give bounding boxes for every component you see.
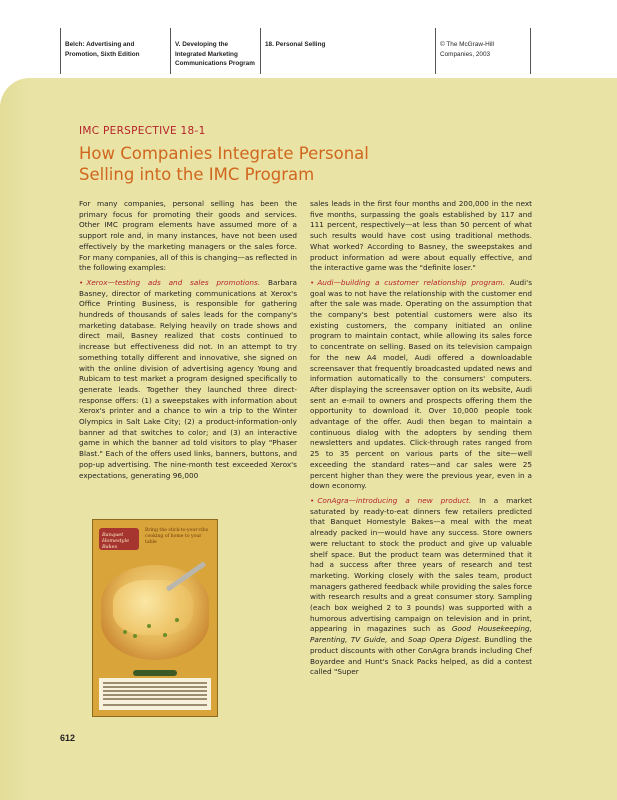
banquet-ad-image	[92, 519, 218, 717]
body-column-right	[310, 199, 532, 682]
ad-headline: Bring the stick-to-your-ribs cooking of home to your table	[145, 528, 209, 545]
header-part: V. Developing the Integrated Marketing Communications Program	[170, 28, 260, 74]
product-logo-bar	[133, 670, 177, 676]
running-header	[60, 28, 531, 74]
xerox-lead: Xerox—testing ads and sales promotions.	[86, 277, 261, 287]
magazine-titles-1: Good Housekeeping, Parenting, TV Guide,	[310, 624, 533, 645]
conagra-paragraph	[310, 496, 532, 678]
header-book: Belch: Advertising and Promotion, Sixth Edition	[60, 28, 170, 74]
intro-paragraph: For many companies, personal selling has been the primary focus for promoting their goods and services. Other IMC program elements have assumed more of a support role and, in many instances, have not been used effectively by the marketing managers or the sales force. For many companies, all of this is changing—as reflected in the following examples:	[79, 199, 297, 273]
page-number: 612	[60, 733, 76, 743]
conagra-body-1: In a market saturated by ready-to-eat dinners few retailers predicted that Banquet Homestyle Bakes—a meal with the meat already packed in—would have any success. Store owners were reluctant to stock the product and give up valuable shelf space. But the product team was determined that it had a success after three years of research and test marketing. Working closely with the sales team, product managers gathered feedback while providing the sales force with research results and a great consumer story. Sampling (each box weighed 2 to 3 pounds) was supported with a humorous advertising campaign on television and in print, appearing in magazines such as	[310, 495, 532, 634]
bullet-icon: •	[310, 277, 315, 287]
xerox-continued: sales leads in the first four months and 200,000 in the next five months, surpassing the goals established by 117 and 111 percent, respectively—at less than 50 percent of what such results would have cost using traditional methods. What worked? According to Basney, the sweepstakes and product information ad were about equally effective, and the interactive game was the "definite loser."	[310, 199, 532, 273]
feature-kicker: IMC PERSPECTIVE 18-1	[79, 125, 206, 137]
peas-detail	[123, 630, 127, 634]
audi-body: Audi's goal was to not have the relationship with the customer end after the sale was made. Operating on the assumption that the company's best potential customers were also its existing customers, the company initiated an online program to maintain contact, while allowing its sales force to concentrate on selling. Based on its television campaign for the new A4 model, Audi offered a downloadable screensaver that frequently broadcasted updated news and information automatically to the consumers' computers. After displaying the screensaver option on its website, Audi sent an e-mail to owners and prospects offering them the opportunity to download it. Over 10,000 people took advantage of the offer. Audi then began to maintain a continuous dialog with the adopters by sending them newsletters and updates. Click-through rates ranged from 25 to 35 percent on various parts of the site—well exceeding the standard rates—and car sales were 25 percent higher than they were the previous year, even in a down economy.	[310, 277, 532, 491]
feature-title: How Companies Integrate Personal Selling into the IMC Program	[79, 144, 369, 184]
ad-body-copy-lines	[103, 682, 207, 684]
xerox-paragraph	[79, 278, 297, 481]
conagra-body-2: . Bundling the product discounts with other ConAgra brands including Chef Boyardee and Hunt's Snack Packs helped, as did a contest called "Super	[310, 635, 532, 677]
xerox-body: Barbara Basney, director of marketing communications at Xerox's Office Printing Business, is responsible for gathering hundreds of thousands of sales leads for the company's marketing database. Relying heavily on trade shows and direct mail, Basney realized that costs continued to increase but effectiveness did not. In an attempt to try something totally different and innovative, she signed on with the online division of advertising agency Young and Rubicam to test market a program designed specifically to generate leads. Together they launched three direct-response offers: (1) a sweepstakes with information about Xerox's printer and a chance to win a trip to the Winter Olympics in Salt Lake City; (2) a product-information-only banner ad that switches to color; and (3) an interactive game in which the banner ad told visitors to play "Phaser Blast." Each of the offers used links, banners, buttons, and pop-up advertising. The nine-month test exceeded Xerox's expectations, generating 96,000	[79, 277, 297, 480]
audi-paragraph	[310, 278, 532, 492]
conagra-lead: ConAgra—introducing a new product.	[317, 495, 472, 505]
audi-lead: Audi—building a customer relationship program.	[317, 277, 506, 287]
brand-logo-text: Banquet Homestyle Bakes	[102, 532, 130, 550]
header-copyright: © The McGraw-Hill Companies, 2003	[435, 28, 531, 74]
conjunction: and	[387, 635, 408, 645]
casserole-highlight	[113, 580, 193, 635]
bullet-icon: •	[310, 495, 315, 505]
body-column-left	[79, 199, 297, 485]
header-chapter: 18. Personal Selling	[260, 28, 435, 74]
magazine-titles-2: Soap Opera Digest	[407, 635, 479, 645]
bullet-icon: •	[79, 277, 84, 287]
panel-edge-shade	[0, 78, 30, 800]
